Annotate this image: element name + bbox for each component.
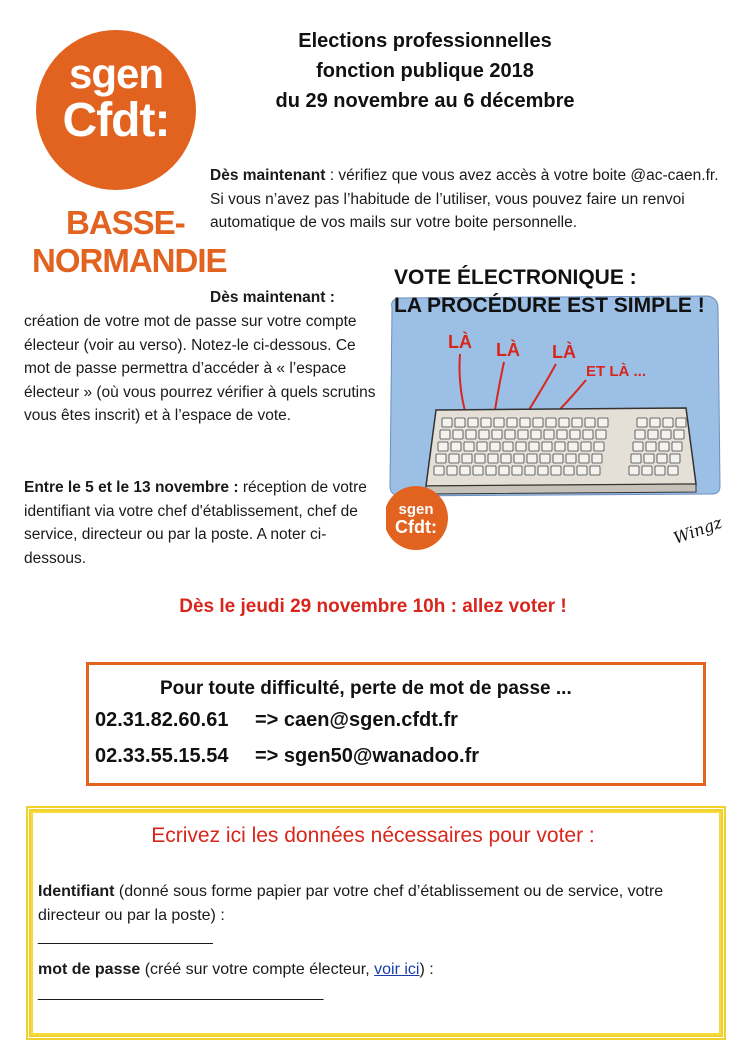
keyboard-key: [462, 454, 472, 463]
keyboard-key: [633, 442, 643, 451]
keyboard-key: [594, 442, 604, 451]
keyboard-key: [490, 442, 500, 451]
cartoon-label-2: LÀ: [496, 340, 520, 360]
keyboard-key: [529, 442, 539, 451]
cartoon-caption-line2: LA PROCÉDURE EST SIMPLE !: [394, 294, 705, 317]
keyboard-key: [525, 466, 535, 475]
cartoon-badge-text-2: Cfdt:: [395, 517, 437, 537]
keyboard-key: [492, 430, 502, 439]
section-identifier: [24, 476, 379, 570]
title-line2: fonction publique 2018: [316, 60, 534, 82]
contact-line-manche: [95, 745, 479, 768]
section-lead: Entre le 5 et le 13 novembre :: [24, 479, 239, 496]
phone-number: 02.33.55.15.54: [95, 745, 229, 767]
contact-title: Pour toute difficulté, perte de mot de passe ...: [160, 678, 572, 699]
keyboard-key: [533, 418, 543, 427]
phone-number: 02.31.82.60.61: [95, 709, 229, 731]
keyboard-key: [583, 430, 593, 439]
keyboard-key: [676, 418, 686, 427]
vote-start-notice: Dès le jeudi 29 novembre 10h : allez voter !: [179, 596, 567, 617]
section-email-access: [210, 164, 730, 235]
keyboard-key: [488, 454, 498, 463]
identifier-label: Identifiant: [38, 883, 115, 900]
keyboard-key: [481, 418, 491, 427]
keyboard-key: [655, 466, 665, 475]
keyboard-key: [455, 418, 465, 427]
cartoon-label-4: ET LÀ ...: [586, 363, 646, 380]
keyboard-key: [566, 454, 576, 463]
keyboard-key: [501, 454, 511, 463]
contact-line-caen: [95, 709, 458, 732]
keyboard-key: [440, 430, 450, 439]
keyboard-key: [592, 454, 602, 463]
keyboard-key: [642, 466, 652, 475]
keyboard-key: [494, 418, 504, 427]
title-line1: Elections professionnelles: [298, 30, 552, 52]
keyboard-key: [540, 454, 550, 463]
region-label-line1: BASSE-: [66, 204, 185, 241]
keyboard-key: [468, 418, 478, 427]
see-here-link[interactable]: voir ici: [374, 961, 420, 978]
keyboard-key: [518, 430, 528, 439]
keyboard-key: [538, 466, 548, 475]
logo-text-cfdt: Cfdt:: [62, 94, 170, 147]
password-text-end: ) :: [419, 961, 434, 978]
keyboard-key: [674, 430, 684, 439]
keyboard-key: [577, 466, 587, 475]
keyboard-key: [590, 466, 600, 475]
keyboard-key: [629, 466, 639, 475]
keyboard-key: [516, 442, 526, 451]
keyboard-key: [486, 466, 496, 475]
section-password-text: création de votre mot de passe sur votre compte électeur (voir au verso). Notez-le ci-dessous. Ce mot de passe permettra d’accéder à « l’espace électeur » (où vous pourrez vérifier à quels scrutins vous êtes inscrit) et à l’espace de vote.: [24, 313, 376, 424]
keyboard-key: [542, 442, 552, 451]
title-line3: du 29 novembre au 6 décembre: [275, 90, 575, 112]
keyboard-key: [527, 454, 537, 463]
password-write-line[interactable]: ____________________________________: [38, 984, 323, 1001]
keyboard-key: [559, 418, 569, 427]
identifier-write-line[interactable]: ______________________: [38, 928, 212, 945]
keyboard-key: [453, 430, 463, 439]
keyboard-key: [564, 466, 574, 475]
logo-text-sgen: sgen: [68, 50, 164, 97]
keyboard-key: [579, 454, 589, 463]
keyboard-key: [473, 466, 483, 475]
keyboard-key: [568, 442, 578, 451]
identifier-text: (donné sous forme papier par votre chef d’établissement ou de service, votre directeur ou par la poste) :: [38, 883, 664, 924]
keyboard-key: [520, 418, 530, 427]
keyboard-key: [672, 442, 682, 451]
keyboard-key: [475, 454, 485, 463]
keyboard-key: [451, 442, 461, 451]
page-title: [210, 26, 640, 116]
keyboard-key: [596, 430, 606, 439]
keyboard-key: [531, 430, 541, 439]
password-instructions: [38, 958, 434, 982]
keyboard-key: [572, 418, 582, 427]
keyboard-key: [460, 466, 470, 475]
keyboard-key: [670, 454, 680, 463]
keyboard-key: [503, 442, 513, 451]
password-label: mot de passe: [38, 961, 141, 978]
section-text: : vérifiez que vous avez accès à votre boite @ac-caen.fr. Si vous n’avez pas l’habitude de l’utiliser, vous pouvez faire un renvoi automatique de vos mails sur votre boite personnelle.: [210, 167, 719, 231]
keyboard-key: [466, 430, 476, 439]
keyboard-key: [631, 454, 641, 463]
keyboard-key: [637, 418, 647, 427]
notes-heading: Ecrivez ici les données nécessaires pour voter :: [151, 824, 595, 847]
keyboard-key: [551, 466, 561, 475]
keyboard-key: [585, 418, 595, 427]
keyboard-key: [436, 454, 446, 463]
contact-email: => sgen50@wanadoo.fr: [255, 745, 480, 767]
keyboard-key: [479, 430, 489, 439]
cartoon-caption-line1: VOTE ÉLECTRONIQUE :: [394, 266, 637, 289]
keyboard-key: [499, 466, 509, 475]
keyboard-key: [438, 442, 448, 451]
identifier-instructions: [38, 880, 708, 928]
cartoon-signature: Wingz: [670, 512, 725, 548]
password-text: (créé sur votre compte électeur,: [140, 961, 375, 978]
keyboard-key: [557, 430, 567, 439]
keyboard-key: [635, 430, 645, 439]
keyboard-key: [512, 466, 522, 475]
keyboard: [426, 408, 696, 494]
keyboard-key: [505, 430, 515, 439]
keyboard-key: [477, 442, 487, 451]
keyboard-key: [598, 418, 608, 427]
cartoon-label-1: LÀ: [448, 332, 472, 352]
keyboard-key: [646, 442, 656, 451]
section-password-lead: [210, 286, 335, 310]
keyboard-key: [553, 454, 563, 463]
keyboard-key: [570, 430, 580, 439]
keyboard-key: [648, 430, 658, 439]
region-label-line2: NORMANDIE: [32, 242, 227, 279]
keyboard-key: [546, 418, 556, 427]
keyboard-key: [650, 418, 660, 427]
keyboard-key: [657, 454, 667, 463]
keyboard-key: [581, 442, 591, 451]
contact-email: => caen@sgen.cfdt.fr: [255, 709, 458, 731]
cartoon-illustration: [386, 258, 726, 566]
keyboard-key: [644, 454, 654, 463]
keyboard-key: [663, 418, 673, 427]
keyboard-key: [447, 466, 457, 475]
keyboard-key: [449, 454, 459, 463]
keyboard-key: [668, 466, 678, 475]
keyboard-key: [661, 430, 671, 439]
cartoon-badge-text-1: sgen: [398, 501, 434, 518]
keyboard-key: [544, 430, 554, 439]
keyboard-key: [442, 418, 452, 427]
keyboard-key: [555, 442, 565, 451]
keyboard-key: [659, 442, 669, 451]
section-lead: Dès maintenant: [210, 167, 326, 184]
section-lead: Dès maintenant :: [210, 289, 335, 306]
keyboard-key: [507, 418, 517, 427]
cartoon-label-3: LÀ: [552, 342, 576, 362]
keyboard-key: [464, 442, 474, 451]
section-text: réception de votre identifiant via votre chef d'établissement, chef de service, directeur ou par la poste. A noter ci-dessous.: [24, 479, 367, 567]
keyboard-key: [514, 454, 524, 463]
keyboard-key: [434, 466, 444, 475]
